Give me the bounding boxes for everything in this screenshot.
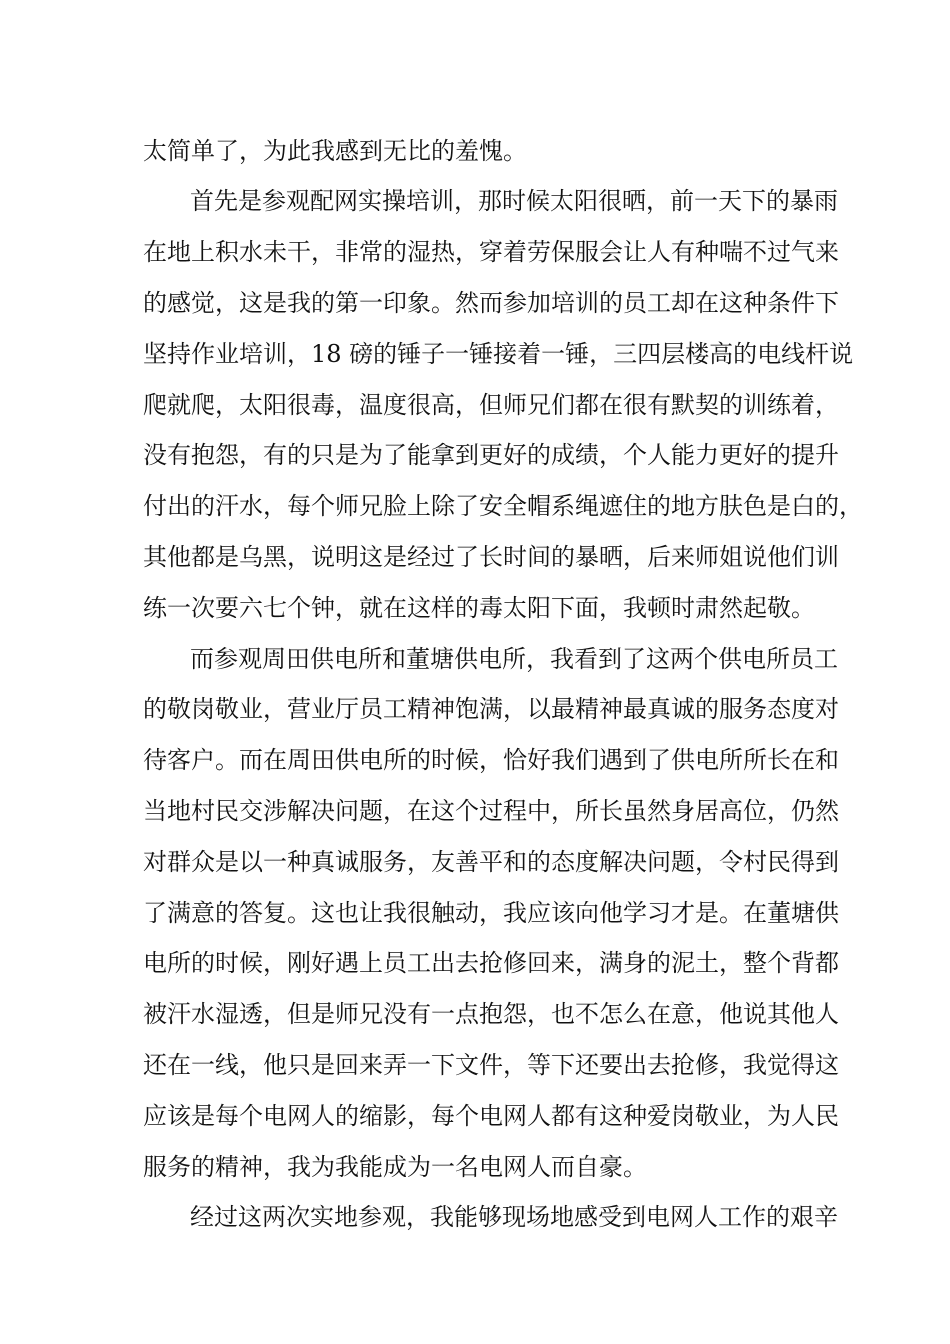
text-line: 练一次要六七个钟，就在这样的毒太阳下面，我顿时肃然起敬。	[143, 594, 815, 622]
text-line: 还在一线，他只是回来弄一下文件，等下还要出去抢修，我觉得这	[143, 1051, 839, 1079]
text-line: 电所的时候，刚好遇上员工出去抢修回来，满身的泥土，整个背都	[143, 949, 839, 977]
text-line: 没有抱怨，有的只是为了能拿到更好的成绩，个人能力更好的提升	[143, 441, 839, 469]
text-line: 服务的精神，我为我能成为一名电网人而自豪。	[143, 1153, 647, 1181]
text-line: 的敬岗敬业，营业厅员工精神饱满，以最精神最真诚的服务态度对	[143, 695, 839, 723]
text-line: 应该是每个电网人的缩影，每个电网人都有这种爱岗敬业，为人民	[143, 1102, 839, 1130]
text-line: 了满意的答复。这也让我很触动，我应该向他学习才是。在董塘供	[143, 899, 839, 927]
text-line: 被汗水湿透，但是师兄没有一点抱怨，也不怎么在意，他说其他人	[143, 1000, 839, 1028]
text-line: 付出的汗水，每个师兄脸上除了安全帽系绳遮住的地方肤色是白的，	[143, 492, 863, 520]
text-line: 太简单了，为此我感到无比的羞愧。	[143, 137, 527, 165]
text-line: 其他都是乌黑，说明这是经过了长时间的暴晒，后来师姐说他们训	[143, 543, 839, 571]
text-line: 的感觉，这是我的第一印象。然而参加培训的员工却在这种条件下	[143, 289, 839, 317]
text-line: 坚持作业培训，18 磅的锤子一锤接着一锤，三四层楼高的电线杆说	[143, 340, 854, 368]
paragraph-first-line: 首先是参观配网实操培训，那时候太阳很晒，前一天下的暴雨	[190, 187, 838, 215]
paragraph-first-line: 而参观周田供电所和董塘供电所，我看到了这两个供电所员工	[190, 645, 838, 673]
text-line: 待客户。而在周田供电所的时候，恰好我们遇到了供电所所长在和	[143, 746, 839, 774]
paragraph-first-line: 经过这两次实地参观，我能够现场地感受到电网人工作的艰辛	[190, 1203, 838, 1231]
text-line: 对群众是以一种真诚服务，友善平和的态度解决问题，令村民得到	[143, 848, 839, 876]
text-line: 爬就爬，太阳很毒，温度很高，但师兄们都在很有默契的训练着，	[143, 391, 839, 419]
text-line: 在地上积水未干，非常的湿热，穿着劳保服会让人有种喘不过气来	[143, 238, 839, 266]
text-line: 当地村民交涉解决问题，在这个过程中，所长虽然身居高位，仍然	[143, 797, 839, 825]
